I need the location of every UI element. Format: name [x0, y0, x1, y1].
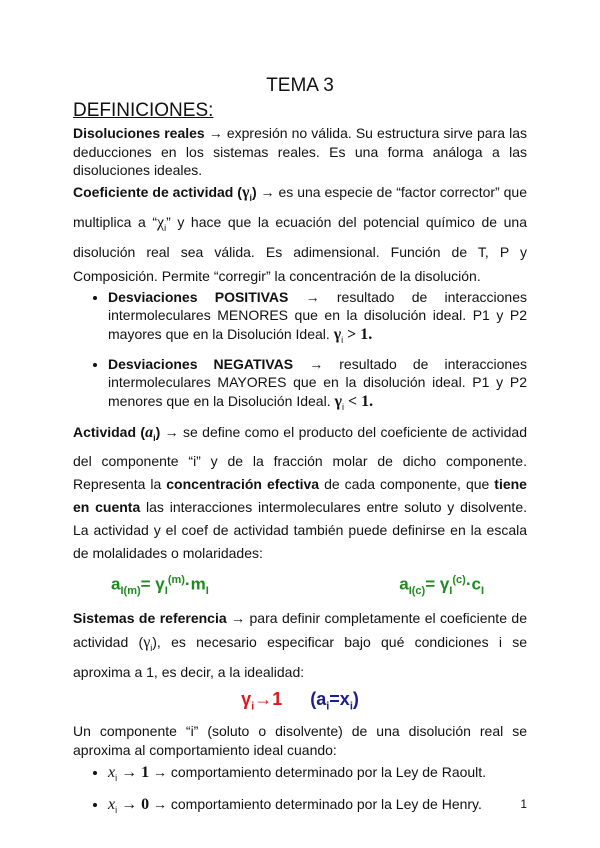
- paragraph-coeficiente: Coeficiente de actividad $(\gamma_i)$ → es una especie de “factor corrector” que multiplica a “$\chi_i$” y hace que la ecuación del potencial químico de una disolución real sea válida. Es adimensional. Función de T, P y Composición. Permite “corregir” la concentración de la disolución.: [73, 183, 527, 284]
- section-heading: DEFINICIONES:: [73, 100, 214, 121]
- chi-symbol: χ: [156, 213, 165, 231]
- list-item: • Desviaciones NEGATIVAS → resultado de interacciones intermoleculares MAYORES que en la disolución ideal. P1 y P2 menores que en la Disolución Ideal. $\gamma_i < 1$.: [108, 355, 527, 417]
- list-item: • Desviaciones POSITIVAS → resultado de interacciones intermoleculares MENORES que en la disolución ideal. P1 y P2 mayores que en la Disolución Ideal. $\gamma_i > 1$.: [108, 288, 527, 350]
- equation-molarity: $a_{I(c)}= \gamma_I^{(c)}\cdot c_I$: [399, 574, 484, 598]
- limits-list: [73, 763, 527, 819]
- paragraph-actividad: Actividad $(a_i)$ → se define como el producto del coeficiente de actividad del componente “i” y de la fracción molar de dicho componente. Representa la concentración efectiva de cada componente, que tiene en cuenta las interacciones intermoleculares entre soluto y disolvente. La actividad y el coef de actividad también puede definirse en la escala de molalidades o molaridades:: [73, 424, 527, 562]
- term: Disoluciones reales: [73, 125, 205, 141]
- activity-equations: [73, 565, 527, 606]
- list-item: • $x_i \to 1$ → comportamiento determinado por la Ley de Raoult.: [108, 763, 527, 788]
- document-page: [73, 74, 527, 824]
- page-title: TEMA 3: [266, 75, 334, 96]
- ideality-condition: [73, 684, 527, 722]
- paragraph-sistemas-referencia: Sistemas de referencia → para definir completamente el coeficiente de actividad $(\gamma_i)$, es necesario especificar bajo qué condiciones i se aproxima a 1, es decir, a la idealidad:: [73, 610, 528, 681]
- term: Coeficiente de actividad $(\gamma_i)$: [73, 183, 257, 203]
- gamma-limit: $\gamma_i\to 1$: [241, 689, 283, 713]
- equation-molality: $a_{I(m)}= \gamma_I^{(m)}\cdot m_I$: [111, 574, 209, 598]
- page-number: 1: [520, 797, 527, 811]
- paragraph-disoluciones-reales: [73, 124, 527, 180]
- text: → es una especie de “factor corrector” que multiplica a “: [73, 183, 527, 230]
- text: ” y hace que la ecuación del potencial químico de una disolución real sea válida. Es adimensional. Función de T, P y Composición. Permite “corregir” la concentración de la disolución.: [73, 213, 527, 284]
- list-item: • $x_i \to 0$ → comportamiento determinado por la Ley de Henry.: [108, 795, 527, 820]
- activity-equals-fraction: $(a_i=x_i)$: [310, 689, 359, 713]
- text: → expresión no válida. Su estructura sirve para las deducciones en los sistemas reales. Es una forma análoga a las disoluciones ideales.: [73, 125, 527, 179]
- deviations-list: [73, 288, 527, 417]
- paragraph-componente: Un componente “i” (soluto o disolvente) de una disolución real se aproxima al comportamiento ideal cuando:: [73, 722, 527, 758]
